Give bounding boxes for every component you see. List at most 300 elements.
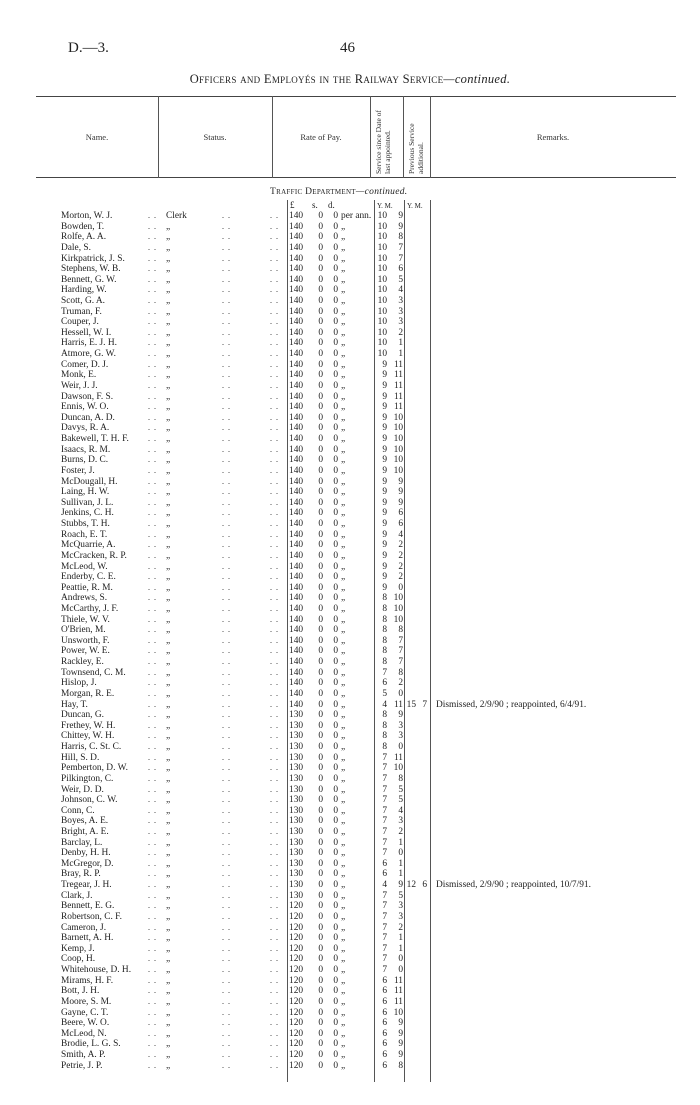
leader-dots: . . <box>148 370 157 380</box>
leader-dots: . . <box>148 391 157 401</box>
pay-period: „ <box>341 848 346 859</box>
leader-dots: . . <box>148 211 157 220</box>
leader-dots: . . <box>148 296 157 305</box>
table-row <box>0 1008 700 1019</box>
employee-name: Morton, W. J. <box>61 211 113 221</box>
leader-dots: . . <box>270 1039 279 1049</box>
pay-period: „ <box>341 965 346 975</box>
previous-service-years: 12 <box>406 880 416 891</box>
pay-pence: 0 <box>333 667 338 678</box>
pay-pence: 0 <box>333 1007 338 1018</box>
employee-name: McCarthy, J. F. <box>61 603 119 614</box>
pay-shillings: 0 <box>318 816 323 827</box>
pay-pence: 0 <box>333 933 338 944</box>
leader-dots: . . <box>222 943 231 953</box>
pay-pence: 0 <box>333 519 338 529</box>
pay-pounds: 140 <box>289 582 304 593</box>
leader-dots: . . <box>148 922 157 932</box>
pay-pounds: 140 <box>289 412 304 423</box>
leader-dots: . . <box>270 1050 279 1059</box>
table-row <box>0 583 700 594</box>
table-row <box>0 317 700 328</box>
table-row <box>0 392 700 403</box>
pay-pence: 0 <box>333 402 338 413</box>
leader-dots: . . <box>222 763 231 773</box>
leader-dots: . . <box>222 848 231 858</box>
pay-shillings: 0 <box>318 582 323 593</box>
leader-dots: . . <box>148 285 157 295</box>
service-years: 7 <box>382 965 387 975</box>
service-months: 5 <box>398 274 403 285</box>
leader-dots: . . <box>270 370 279 380</box>
leader-dots: . . <box>222 1028 231 1038</box>
leader-dots: . . <box>148 625 157 635</box>
pay-shillings: 0 <box>318 869 323 880</box>
service-months: 11 <box>393 752 403 763</box>
leader-dots: . . <box>222 731 231 741</box>
service-years: 9 <box>382 455 387 466</box>
service-months: 7 <box>398 253 403 264</box>
employee-name: Bakewell, T. H. F. <box>61 434 129 444</box>
employee-status: „ <box>166 911 171 922</box>
leader-dots: . . <box>148 540 157 550</box>
pay-pounds: 140 <box>289 646 304 657</box>
employee-name: Weir, D. D. <box>61 784 104 795</box>
pay-shillings: 0 <box>318 742 323 752</box>
table-row <box>0 434 700 445</box>
leader-dots: . . <box>222 497 231 507</box>
service-years: 9 <box>382 540 387 551</box>
leader-dots: . . <box>148 933 157 943</box>
table-row <box>0 402 700 413</box>
service-years: 9 <box>382 370 387 381</box>
employee-name: Rolfe, A. A. <box>61 232 107 243</box>
pay-shillings: 0 <box>318 625 323 636</box>
table-row <box>0 349 700 360</box>
table-row <box>0 413 700 424</box>
employee-status: „ <box>166 699 171 710</box>
leader-dots: . . <box>222 296 231 305</box>
service-months: 10 <box>393 603 403 614</box>
column-header-status: Status. <box>203 132 227 142</box>
employee-status: „ <box>166 327 171 338</box>
remark-text: Dismissed, 2/9/90 ; reappointed, 6/4/91. <box>436 699 587 710</box>
pay-period: „ <box>341 603 346 614</box>
leader-dots: . . <box>222 572 231 582</box>
employee-status: „ <box>166 678 171 689</box>
pay-pounds: 130 <box>289 805 304 816</box>
service-years: 10 <box>377 327 387 338</box>
table-row <box>0 1061 700 1072</box>
service-months: 6 <box>398 519 403 529</box>
leader-dots: . . <box>270 465 279 475</box>
pay-shillings: 0 <box>318 1060 323 1071</box>
service-years: 10 <box>377 285 387 296</box>
employee-name: Bowden, T. <box>61 221 105 232</box>
pay-shillings: 0 <box>318 285 323 296</box>
employee-name: Bennett, E. G. <box>61 901 115 912</box>
pay-pounds: 120 <box>289 996 304 1007</box>
pay-pence: 0 <box>333 285 338 296</box>
service-months: 10 <box>393 465 403 476</box>
pay-pounds: 140 <box>289 540 304 551</box>
pay-period: „ <box>341 1060 346 1071</box>
leader-dots: . . <box>148 795 157 805</box>
pay-pence: 0 <box>333 911 338 922</box>
employee-name: Dawson, F. S. <box>61 391 114 402</box>
table-row <box>0 593 700 604</box>
table-row <box>0 466 700 477</box>
pay-pounds: 120 <box>289 1018 304 1029</box>
service-years: 7 <box>382 773 387 784</box>
pay-pounds: 140 <box>289 317 304 328</box>
service-years: 8 <box>382 742 387 752</box>
pay-pounds: 130 <box>289 763 304 774</box>
table-row <box>0 785 700 796</box>
pay-period: „ <box>341 391 346 402</box>
leader-dots: . . <box>148 264 157 274</box>
header-divider <box>370 96 371 178</box>
employee-status: „ <box>166 540 171 551</box>
table-row <box>0 859 700 870</box>
pay-period: „ <box>341 380 346 391</box>
pay-period: „ <box>341 901 346 912</box>
pay-pence: 0 <box>333 603 338 614</box>
leader-dots: . . <box>270 317 279 327</box>
service-months: 1 <box>398 858 403 869</box>
table-row <box>0 530 700 541</box>
table-row <box>0 721 700 732</box>
employee-name: Duncan, A. D. <box>61 412 115 423</box>
service-years: 5 <box>382 688 387 699</box>
pay-shillings: 0 <box>318 603 323 614</box>
employee-name: Boyes, A. E. <box>61 816 109 827</box>
pay-pounds: 140 <box>289 455 304 466</box>
employee-name: Bott, J. H. <box>61 986 100 997</box>
pay-pounds: 130 <box>289 848 304 859</box>
pay-period: „ <box>341 582 346 593</box>
pay-period: „ <box>341 274 346 285</box>
table-row <box>0 1029 700 1040</box>
pay-pounds: 120 <box>289 933 304 944</box>
employee-name: Sullivan, J. L. <box>61 497 114 508</box>
leader-dots: . . <box>222 805 231 815</box>
table-row <box>0 370 700 381</box>
employee-status: „ <box>166 423 171 434</box>
service-months: 1 <box>398 943 403 954</box>
pay-pence: 0 <box>333 306 338 317</box>
leader-dots: . . <box>148 327 157 337</box>
pay-period: „ <box>341 359 346 370</box>
service-years: 7 <box>382 667 387 678</box>
pay-period: „ <box>341 1018 346 1029</box>
leader-dots: . . <box>148 635 157 645</box>
pay-shillings: 0 <box>318 211 323 221</box>
unit-shillings: s. <box>312 200 318 210</box>
employee-name: Hay, T. <box>61 699 88 710</box>
pay-pence: 0 <box>333 720 338 731</box>
leader-dots: . . <box>270 572 279 582</box>
service-years: 10 <box>377 306 387 317</box>
pay-period: „ <box>341 731 346 742</box>
previous-service-months: 7 <box>422 699 427 710</box>
leader-dots: . . <box>222 933 231 943</box>
service-years: 9 <box>382 572 387 583</box>
pay-shillings: 0 <box>318 763 323 774</box>
pay-period: „ <box>341 954 346 965</box>
pay-period: „ <box>341 253 346 264</box>
table-row <box>0 986 700 997</box>
pay-shillings: 0 <box>318 678 323 689</box>
leader-dots: . . <box>222 699 231 709</box>
table-row <box>0 562 700 573</box>
pay-period: „ <box>341 221 346 232</box>
table-row <box>0 211 700 222</box>
pay-pence: 0 <box>333 1018 338 1029</box>
pay-pence: 0 <box>333 327 338 338</box>
employee-name: Comer, D. J. <box>61 359 109 370</box>
leader-dots: . . <box>270 837 279 847</box>
employee-name: Bray, R. P. <box>61 869 101 880</box>
leader-dots: . . <box>222 901 231 911</box>
employee-status: „ <box>166 487 171 498</box>
pay-pence: 0 <box>333 380 338 391</box>
pay-period: „ <box>341 827 346 837</box>
leader-dots: . . <box>222 965 231 974</box>
leader-dots: . . <box>148 646 157 656</box>
leader-dots: . . <box>222 1060 231 1070</box>
pay-period: „ <box>341 476 346 487</box>
service-years: 8 <box>382 593 387 604</box>
table-row <box>0 487 700 498</box>
pay-pounds: 140 <box>289 264 304 275</box>
employee-name: Conn, C. <box>61 805 95 816</box>
employee-name: Cameron, J. <box>61 922 107 933</box>
pay-period: per ann. <box>341 211 372 221</box>
pay-period: „ <box>341 816 346 827</box>
unit-pence: d. <box>328 200 335 210</box>
pay-pounds: 140 <box>289 285 304 296</box>
employee-status: „ <box>166 816 171 827</box>
service-years: 10 <box>377 274 387 285</box>
employee-status: „ <box>166 402 171 413</box>
pay-period: „ <box>341 688 346 699</box>
table-row <box>0 848 700 859</box>
leader-dots: . . <box>270 816 279 826</box>
service-years: 6 <box>382 1007 387 1018</box>
leader-dots: . . <box>270 519 279 528</box>
pay-pence: 0 <box>333 1028 338 1039</box>
pay-period: „ <box>341 434 346 444</box>
pay-pence: 0 <box>333 805 338 816</box>
pay-pence: 0 <box>333 1039 338 1050</box>
pay-pounds: 140 <box>289 508 304 519</box>
pay-period: „ <box>341 349 346 360</box>
pay-pence: 0 <box>333 614 338 625</box>
header-divider <box>403 96 404 178</box>
leader-dots: . . <box>222 603 231 613</box>
service-months: 9 <box>398 1018 403 1029</box>
pay-pounds: 140 <box>289 529 304 540</box>
employee-name: Clark, J. <box>61 890 93 901</box>
pay-pounds: 130 <box>289 731 304 742</box>
pay-shillings: 0 <box>318 996 323 1007</box>
employee-name: O'Brien, M. <box>61 625 106 636</box>
pay-pounds: 130 <box>289 869 304 880</box>
leader-dots: . . <box>270 253 279 263</box>
service-years: 7 <box>382 752 387 763</box>
employee-status: „ <box>166 720 171 731</box>
pay-pounds: 140 <box>289 338 304 349</box>
remark-text: Dismissed, 2/9/90 ; reappointed, 10/7/91. <box>436 880 591 891</box>
employee-name: Scott, G. A. <box>61 296 106 306</box>
leader-dots: . . <box>222 465 231 475</box>
table-row <box>0 933 700 944</box>
header-bottom-rule <box>36 177 676 178</box>
leader-dots: . . <box>222 657 231 666</box>
pay-shillings: 0 <box>318 848 323 859</box>
leader-dots: . . <box>270 402 279 412</box>
employee-name: McDougall, H. <box>61 476 118 487</box>
table-row <box>0 891 700 902</box>
pay-shillings: 0 <box>318 380 323 391</box>
employee-status: „ <box>166 317 171 328</box>
leader-dots: . . <box>270 1060 279 1070</box>
service-months: 9 <box>398 880 403 891</box>
leader-dots: . . <box>148 614 157 624</box>
employee-name: Truman, F. <box>61 306 102 317</box>
pay-pounds: 130 <box>289 837 304 848</box>
table-row <box>0 827 700 838</box>
leader-dots: . . <box>148 412 157 422</box>
leader-dots: . . <box>222 869 231 879</box>
employee-name: Robertson, C. F. <box>61 911 122 922</box>
leader-dots: . . <box>222 242 231 252</box>
pay-period: „ <box>341 327 346 338</box>
leader-dots: . . <box>222 996 231 1006</box>
pay-pounds: 130 <box>289 742 304 752</box>
leader-dots: . . <box>270 561 279 571</box>
service-years: 9 <box>382 434 387 444</box>
pay-pence: 0 <box>333 922 338 933</box>
pay-period: „ <box>341 880 346 891</box>
employee-name: McLeod, W. <box>61 561 108 572</box>
leader-dots: . . <box>270 603 279 613</box>
pay-pounds: 140 <box>289 561 304 572</box>
pay-pounds: 140 <box>289 635 304 646</box>
leader-dots: . . <box>222 211 231 220</box>
pay-shillings: 0 <box>318 922 323 933</box>
page-number: 46 <box>340 40 355 56</box>
leader-dots: . . <box>270 1007 279 1017</box>
pay-shillings: 0 <box>318 550 323 561</box>
service-months: 3 <box>398 816 403 827</box>
table-row <box>0 519 700 530</box>
pay-pence: 0 <box>333 784 338 795</box>
employee-name: Peattie, R. M. <box>61 582 113 593</box>
pay-shillings: 0 <box>318 1039 323 1050</box>
pay-shillings: 0 <box>318 476 323 487</box>
leader-dots: . . <box>148 752 157 762</box>
pay-shillings: 0 <box>318 540 323 551</box>
service-years: 9 <box>382 487 387 498</box>
leader-dots: . . <box>222 986 231 996</box>
leader-dots: . . <box>270 667 279 677</box>
table-row <box>0 636 700 647</box>
pay-period: „ <box>341 996 346 1007</box>
pay-pounds: 140 <box>289 519 304 529</box>
table-row <box>0 668 700 679</box>
employee-name: Power, W. E. <box>61 646 110 657</box>
pay-period: „ <box>341 699 346 710</box>
pay-pounds: 140 <box>289 614 304 625</box>
pay-pence: 0 <box>333 264 338 275</box>
pay-period: „ <box>341 296 346 306</box>
service-years: 7 <box>382 827 387 837</box>
leader-dots: . . <box>270 848 279 858</box>
pay-pence: 0 <box>333 412 338 423</box>
leader-dots: . . <box>270 763 279 773</box>
employee-status: „ <box>166 731 171 742</box>
leader-dots: . . <box>270 444 279 454</box>
service-months: 0 <box>398 688 403 699</box>
employee-status: „ <box>166 1007 171 1018</box>
pay-period: „ <box>341 1007 346 1018</box>
pay-pence: 0 <box>333 657 338 667</box>
table-row <box>0 795 700 806</box>
leader-dots: . . <box>148 508 157 518</box>
pay-pounds: 140 <box>289 699 304 710</box>
pay-period: „ <box>341 317 346 328</box>
leader-dots: . . <box>270 625 279 635</box>
service-years: 9 <box>382 519 387 529</box>
table-row <box>0 328 700 339</box>
service-years: 8 <box>382 635 387 646</box>
leader-dots: . . <box>148 603 157 613</box>
service-months: 3 <box>398 306 403 317</box>
service-months: 5 <box>398 784 403 795</box>
leader-dots: . . <box>148 550 157 560</box>
pay-shillings: 0 <box>318 699 323 710</box>
employee-status: „ <box>166 975 171 986</box>
service-months: 7 <box>398 657 403 667</box>
table-row <box>0 944 700 955</box>
leader-dots: . . <box>148 359 157 369</box>
pay-period: „ <box>341 487 346 498</box>
pay-shillings: 0 <box>318 519 323 529</box>
service-months: 10 <box>393 423 403 434</box>
service-months: 1 <box>398 933 403 944</box>
service-months: 10 <box>393 763 403 774</box>
leader-dots: . . <box>270 359 279 369</box>
pay-pence: 0 <box>333 423 338 434</box>
table-row <box>0 710 700 721</box>
leader-dots: . . <box>222 232 231 242</box>
leader-dots: . . <box>222 508 231 518</box>
leader-dots: . . <box>270 380 279 390</box>
leader-dots: . . <box>270 688 279 698</box>
service-months: 6 <box>398 508 403 519</box>
pay-pence: 0 <box>333 869 338 880</box>
pay-pence: 0 <box>333 540 338 551</box>
service-years: 10 <box>377 264 387 275</box>
service-months: 10 <box>393 444 403 455</box>
employee-name: Stephens, W. B. <box>61 264 121 275</box>
pay-pounds: 140 <box>289 211 304 221</box>
employee-status: „ <box>166 519 171 529</box>
service-months: 2 <box>398 561 403 572</box>
leader-dots: . . <box>148 582 157 592</box>
